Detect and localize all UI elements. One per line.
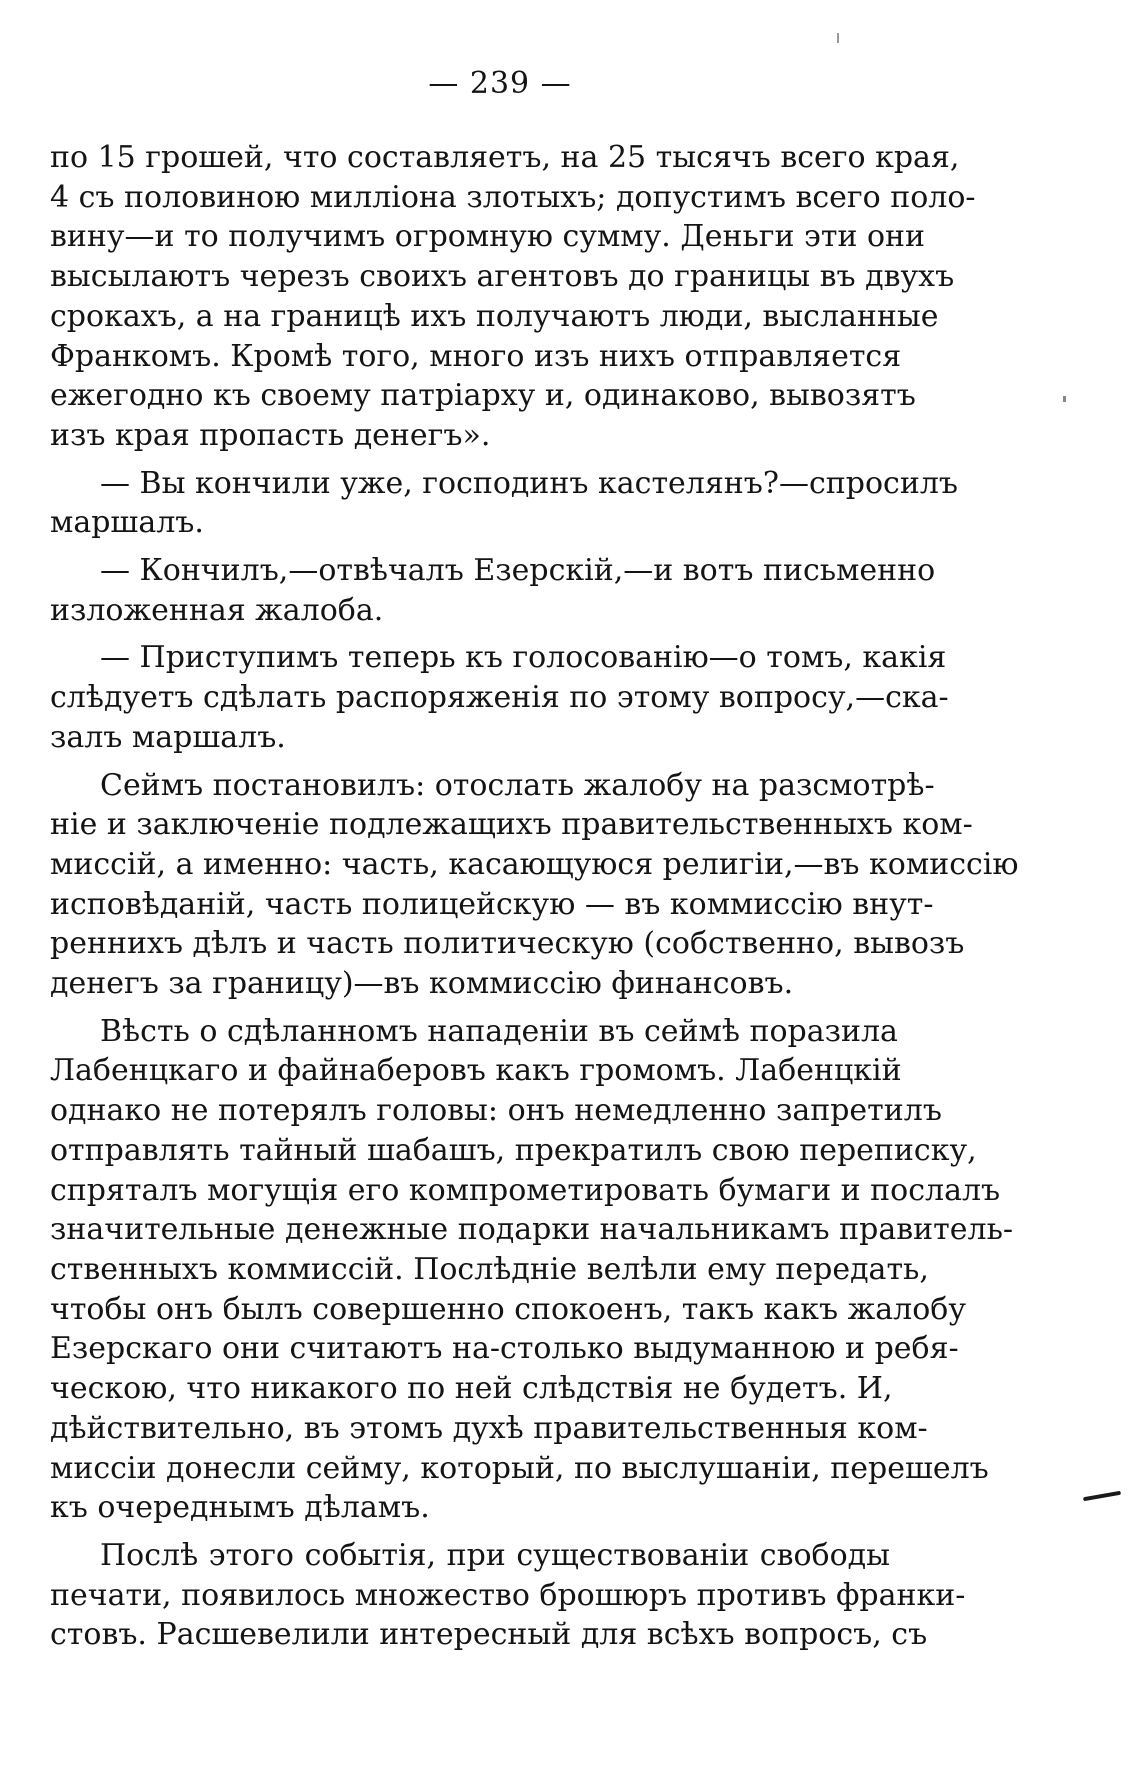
paragraph bbox=[50, 766, 1019, 1004]
text-line: слѣдуетъ сдѣлать распоряженія по этому вопросу,—ска- bbox=[50, 680, 949, 716]
text-line: исповѣданій, часть полицейскую — въ коммиссію внут- bbox=[50, 886, 934, 922]
text-line: по 15 грошей, что составляетъ, на 25 тысячъ всего края, bbox=[50, 140, 960, 175]
paragraph bbox=[50, 138, 976, 456]
paragraph bbox=[50, 464, 958, 543]
text-line: значительные денежные подарки начальникамъ правитель- bbox=[50, 1212, 1014, 1248]
text-line: Вѣсть о сдѣланномъ нападеніи въ сеймѣ поразила bbox=[100, 1013, 898, 1049]
text-line: — Вы кончили уже, господинъ кастелянъ?—спросилъ bbox=[100, 465, 958, 501]
text-line: миссіи донесли сейму, который, по выслушаніи, перешелъ bbox=[50, 1450, 989, 1486]
text-line: — Приступимъ теперь къ голосованію—о томъ, какія bbox=[100, 640, 947, 676]
text-line: высылаютъ черезъ своихъ агентовъ до границы въ двухъ bbox=[50, 259, 955, 295]
text-line: однако не потерялъ головы: онъ немедленно запретилъ bbox=[50, 1093, 942, 1129]
paragraph bbox=[50, 638, 949, 757]
scan-speck bbox=[837, 33, 839, 43]
text-line: печати, появилось множество брошюръ противъ франки- bbox=[50, 1577, 966, 1613]
text-line: вину—и то получимъ огромную сумму. Деньги эти они bbox=[50, 219, 926, 255]
text-line: отправлять тайный шабашъ, прекратилъ свою переписку, bbox=[50, 1132, 977, 1168]
text-line: Лабенцкаго и файнаберовъ какъ громомъ. Лабенцкій bbox=[50, 1053, 902, 1089]
text-line: изложенная жалоба. bbox=[50, 592, 384, 628]
text-line: къ очереднымъ дѣламъ. bbox=[50, 1490, 430, 1526]
text-line: 4 съ половиною милліона злотыхъ; допустимъ всего поло- bbox=[50, 179, 976, 215]
text-line: стовъ. Расшевелили интересный для всѣхъ вопросъ, съ bbox=[50, 1617, 928, 1653]
text-line: Сеймъ постановилъ: отослать жалобу на разсмотрѣ- bbox=[100, 767, 935, 803]
text-line: Езерскаго они считаютъ на-столько выдуманною и ребя- bbox=[50, 1331, 959, 1367]
text-line: спряталъ могущія его компрометировать бумаги и послалъ bbox=[50, 1172, 1001, 1208]
text-line: чтобы онъ былъ совершенно спокоенъ, такъ какъ жалобу bbox=[50, 1291, 966, 1327]
paragraph bbox=[50, 551, 936, 630]
text-line: изъ края пропасть денегъ». bbox=[50, 417, 491, 453]
body-text bbox=[50, 138, 1019, 1663]
text-line: Франкомъ. Кромѣ того, много изъ нихъ отправляется bbox=[50, 338, 902, 374]
text-line: дѣйствительно, въ этомъ духѣ правительственныя ком- bbox=[50, 1410, 928, 1446]
text-line: — Кончилъ,—отвѣчалъ Езерскій,—и вотъ письменно bbox=[100, 553, 936, 589]
scan-speck bbox=[1063, 396, 1066, 402]
text-line: залъ маршалъ. bbox=[50, 719, 286, 755]
paragraph bbox=[50, 1536, 966, 1655]
text-line: реннихъ дѣлъ и часть политическую (собственно, вывозъ bbox=[50, 926, 965, 962]
text-line: срокахъ, а на границѣ ихъ получаютъ люди, высланные bbox=[50, 298, 939, 334]
text-line: Послѣ этого событія, при существованіи свободы bbox=[100, 1537, 890, 1573]
scan-pen-mark bbox=[1083, 1491, 1121, 1502]
page-number: — 239 — bbox=[428, 66, 572, 101]
text-line: ніе и заключеніе подлежащихъ правительственныхъ ком- bbox=[50, 807, 973, 843]
text-line: ственныхъ коммиссій. Послѣдніе велѣли ему передать, bbox=[50, 1251, 929, 1287]
text-line: маршалъ. bbox=[50, 505, 204, 541]
text-line: денегъ за границу)—въ коммиссію финансовъ. bbox=[50, 966, 794, 1002]
text-line: ежегодно къ своему патріарху и, одинаково, вывозятъ bbox=[50, 378, 916, 414]
paragraph bbox=[50, 1012, 1014, 1528]
text-line: миссій, а именно: часть, касающуюся религіи,—въ комиссію bbox=[50, 846, 1019, 882]
text-line: ческою, что никакого по ней слѣдствія не будетъ. И, bbox=[50, 1371, 893, 1407]
